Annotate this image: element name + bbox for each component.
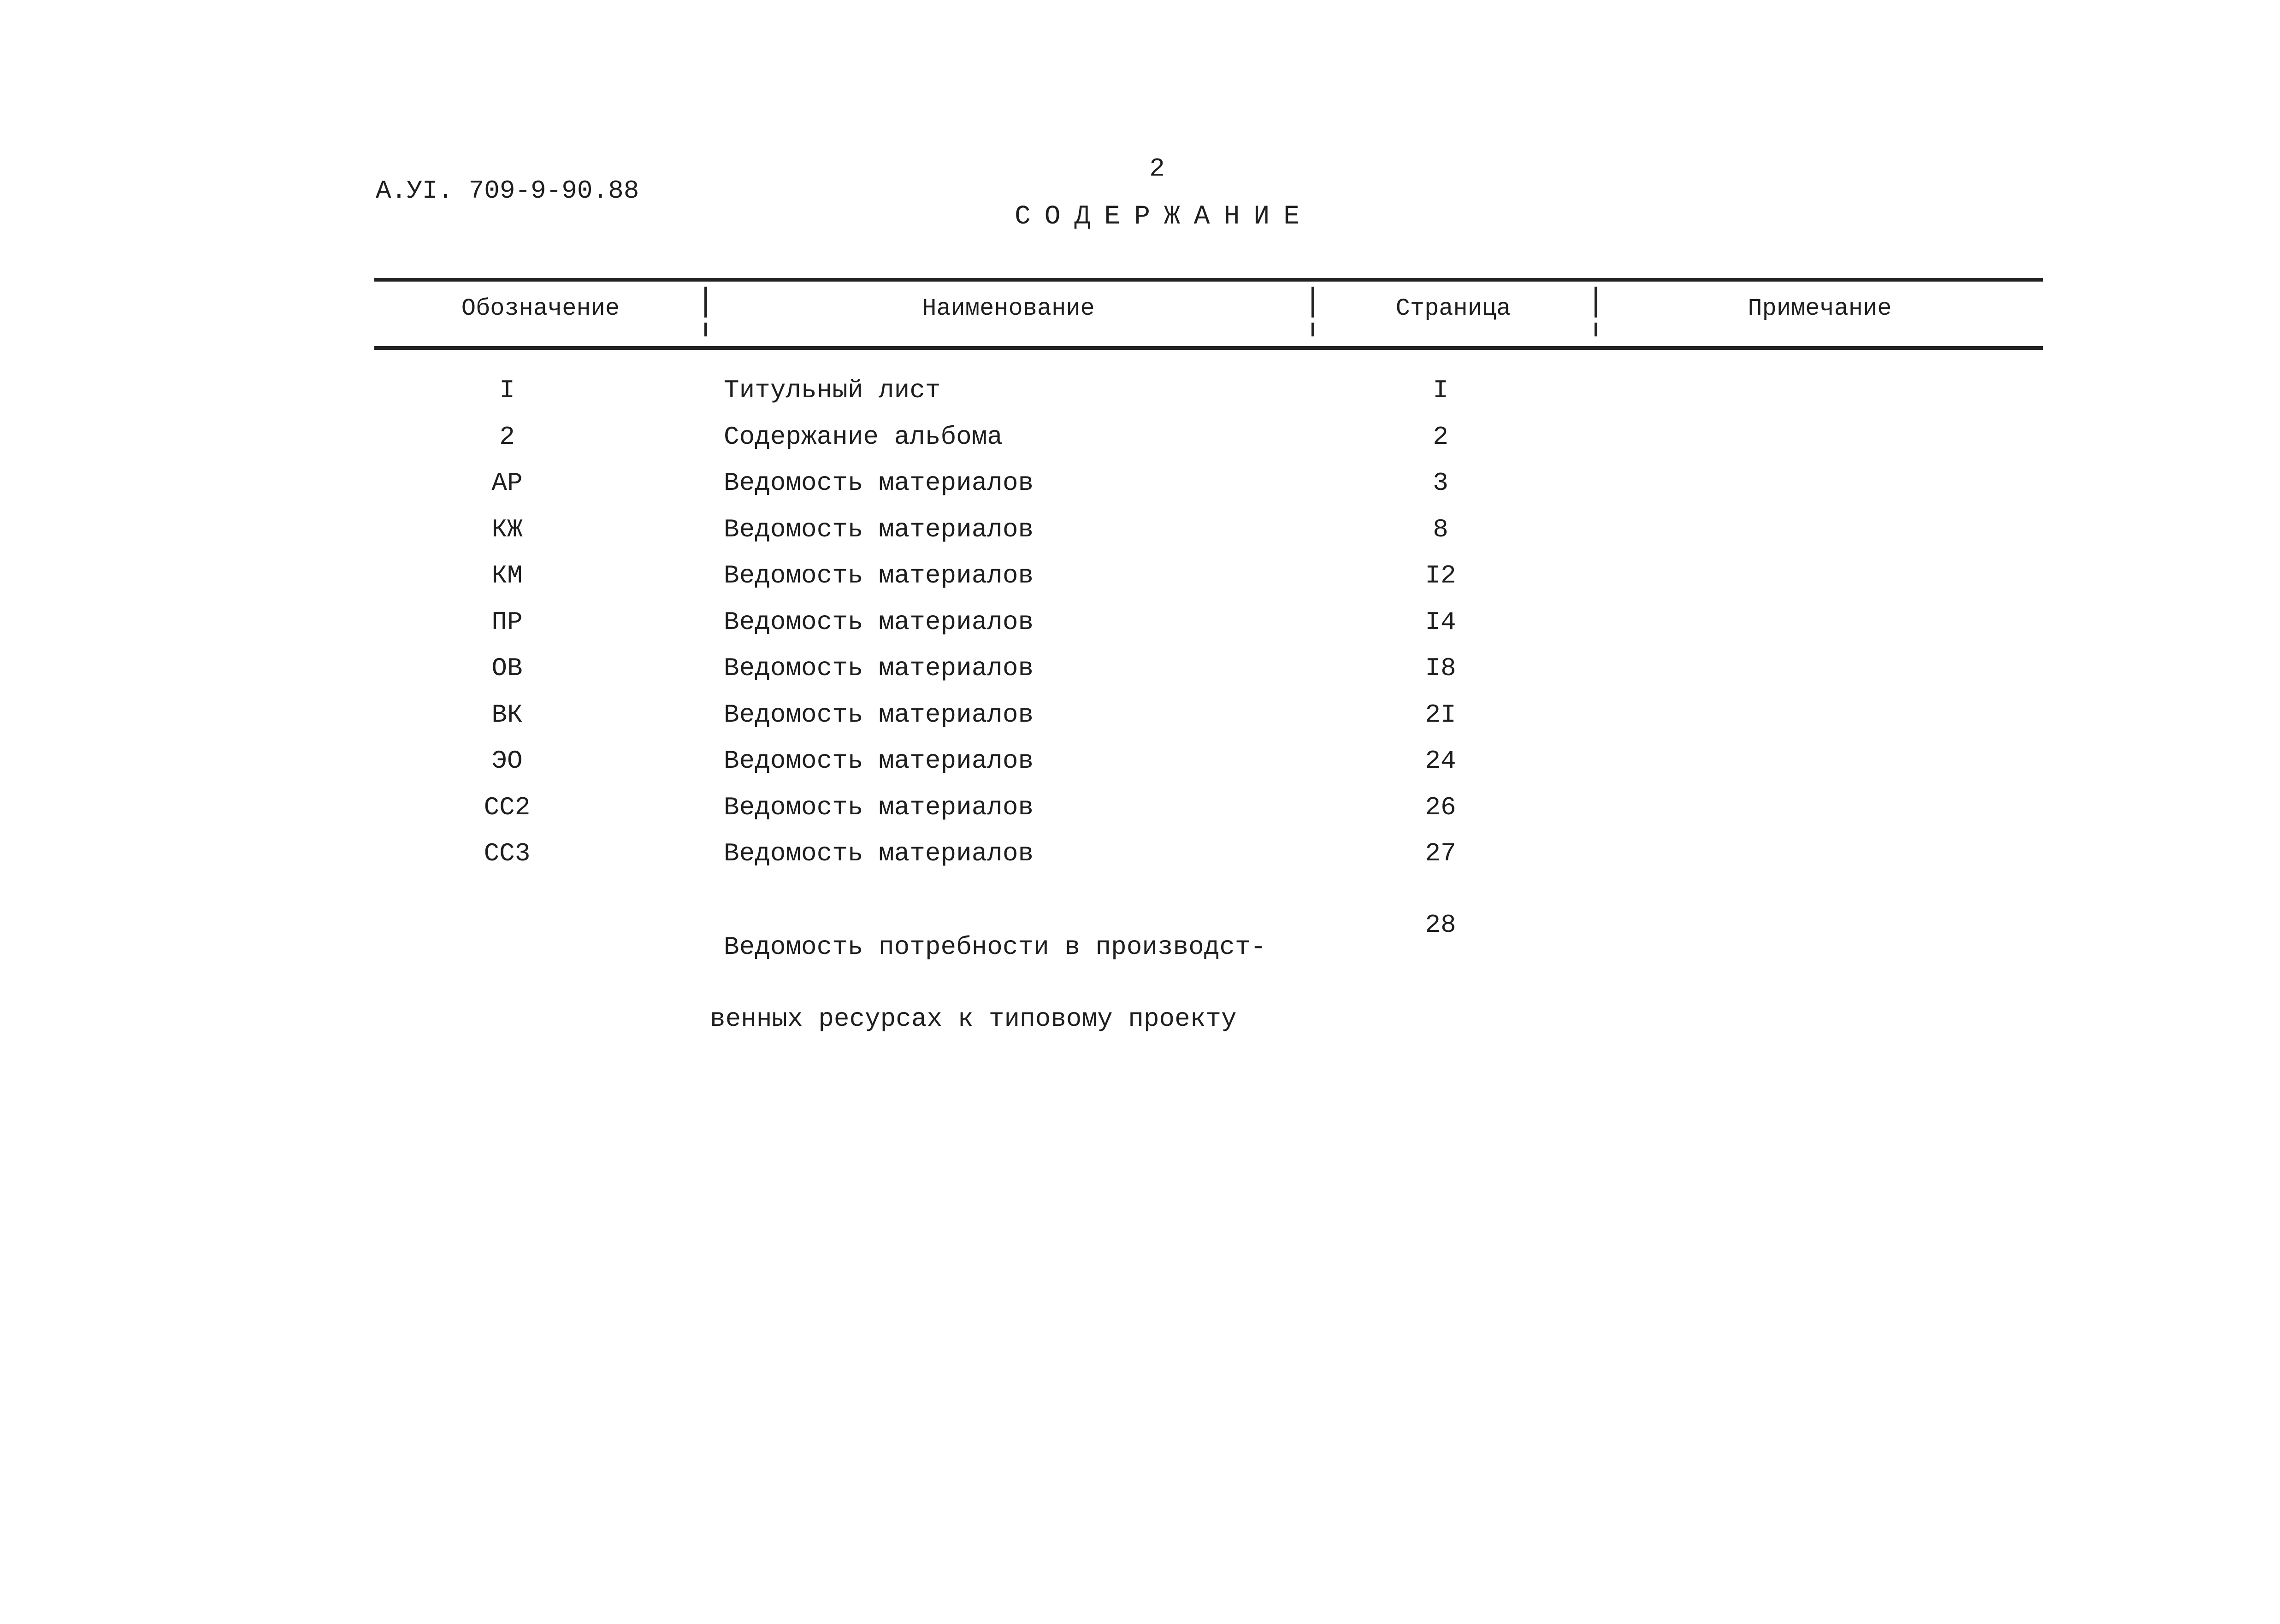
- column-header-designation: Обозначение: [461, 295, 620, 322]
- last-row-name-line1: Ведомость потребности в производст-: [724, 932, 1266, 962]
- row-page: I8: [1425, 653, 1456, 683]
- table-row: [0, 561, 2280, 607]
- row-page: 2I: [1425, 700, 1456, 730]
- row-name: Ведомость материалов: [724, 793, 1034, 822]
- row-page: 27: [1425, 839, 1456, 868]
- row-name: Ведомость материалов: [724, 653, 1034, 683]
- table-top-rule: [374, 278, 2043, 282]
- table-row: [0, 653, 2280, 700]
- row-name: Ведомость материалов: [724, 746, 1034, 776]
- row-designation: КЖ: [491, 515, 523, 544]
- row-designation: ВК: [491, 700, 523, 730]
- table-row: [0, 839, 2280, 885]
- row-designation: I: [499, 376, 515, 405]
- row-name: Ведомость материалов: [724, 561, 1034, 590]
- column-separator: [704, 287, 707, 336]
- row-designation: СС2: [484, 793, 531, 822]
- row-name: Ведомость материалов: [724, 700, 1034, 730]
- row-name: Ведомость материалов: [724, 515, 1034, 544]
- row-page: 3: [1433, 468, 1448, 498]
- row-page: 8: [1433, 515, 1448, 544]
- table-row: [0, 607, 2280, 653]
- row-designation: АР: [491, 468, 523, 498]
- row-designation: КМ: [491, 561, 523, 590]
- row-name: Ведомость материалов: [724, 468, 1034, 498]
- row-name: Ведомость материалов: [724, 839, 1034, 868]
- row-page: I4: [1425, 607, 1456, 637]
- row-page: I2: [1425, 561, 1456, 590]
- column-header-name: Наименование: [922, 295, 1095, 322]
- document-code: А.УI. 709-9-90.88: [376, 176, 639, 206]
- table-row: [0, 700, 2280, 746]
- table-row: [0, 376, 2280, 422]
- table-row-last-name: [710, 887, 1266, 1055]
- row-name: Ведомость материалов: [724, 607, 1034, 637]
- row-name: Титульный лист: [724, 376, 941, 405]
- table-row: [0, 468, 2280, 514]
- row-page: 2: [1433, 422, 1448, 452]
- row-designation: ОВ: [491, 653, 523, 683]
- row-page: I: [1433, 376, 1448, 405]
- document-title: СОДЕРЖАНИЕ: [1014, 202, 1314, 232]
- column-header-note: Примечание: [1748, 295, 1892, 322]
- table-row: [0, 422, 2280, 468]
- table-row: [0, 793, 2280, 839]
- row-designation: СС3: [484, 839, 531, 868]
- table-row-last-page: 28: [1425, 910, 1456, 940]
- column-header-page: Страница: [1395, 295, 1511, 322]
- row-name: Содержание альбома: [724, 422, 1003, 452]
- table-row: [0, 746, 2280, 792]
- row-page: 26: [1425, 793, 1456, 822]
- row-designation: ЭО: [491, 746, 523, 776]
- last-row-name-line2: венных ресурсах к типовому проекту: [710, 1004, 1237, 1034]
- row-designation: ПР: [491, 607, 523, 637]
- row-page: 24: [1425, 746, 1456, 776]
- page-number: 2: [1149, 154, 1165, 183]
- table-header-rule: [374, 346, 2043, 350]
- table-row: [0, 515, 2280, 561]
- row-designation: 2: [499, 422, 515, 452]
